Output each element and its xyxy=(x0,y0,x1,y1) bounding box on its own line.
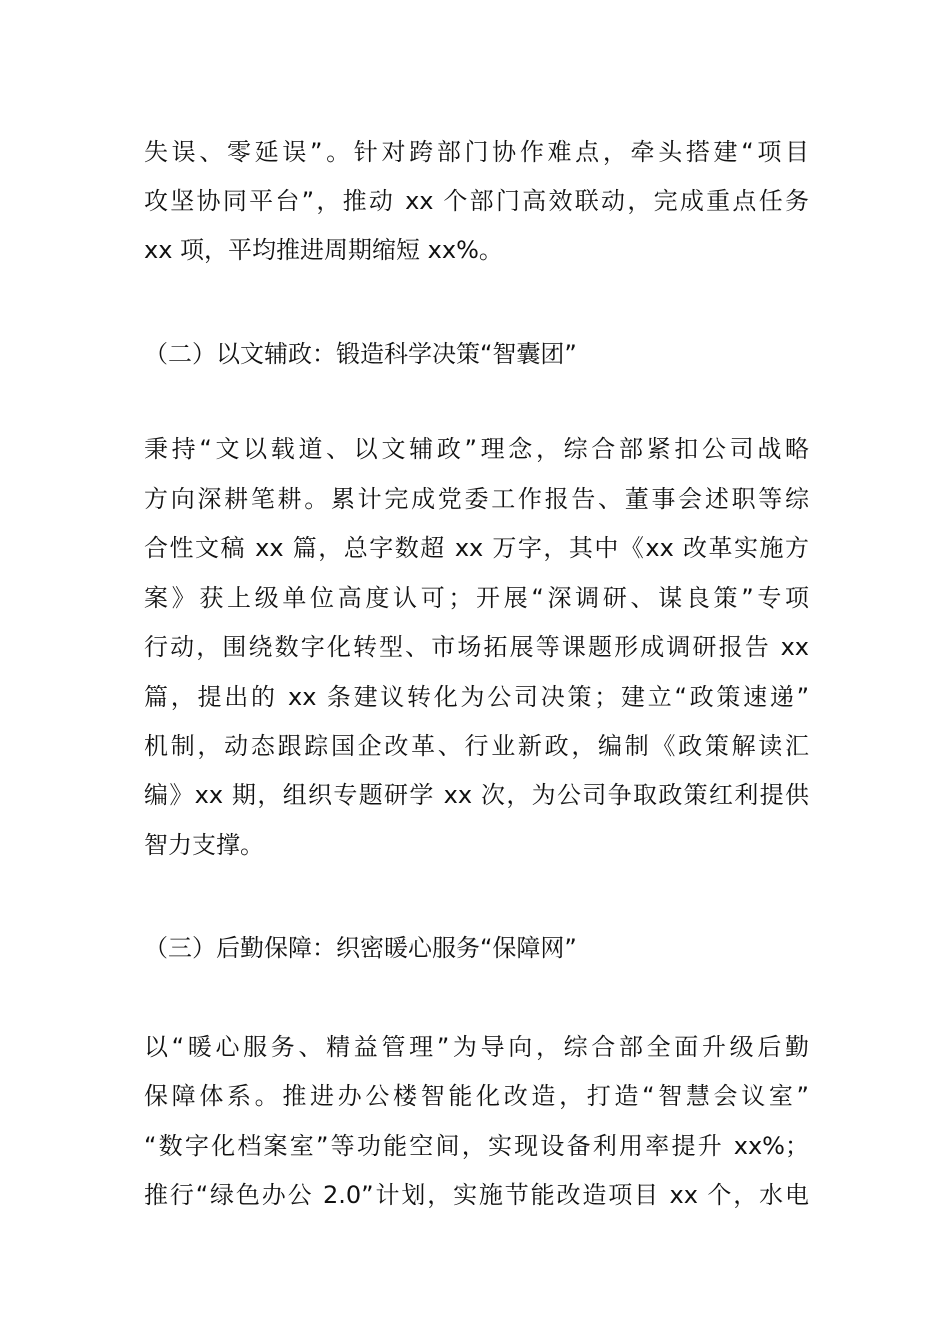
paragraph-line: 攻坚协同平台”，推动 xx 个部门高效联动，完成重点任务 xyxy=(144,187,809,215)
section-heading: （二）以文辅政：锻造科学决策“智囊团” xyxy=(144,340,577,368)
section-heading: （三）后勤保障：织密暖心服务“保障网” xyxy=(144,934,577,962)
paragraph-line: 失误、零延误”。针对跨部门协作难点，牵头搭建“项目 xyxy=(144,138,809,166)
paragraph-line: 以“暖心服务、精益管理”为导向，综合部全面升级后勤 xyxy=(144,1033,809,1061)
paragraph-line: 智力支撑。 xyxy=(144,831,264,859)
paragraph-line: 编》xx 期，组织专题研学 xx 次，为公司争取政策红利提供 xyxy=(144,781,809,809)
paragraph-line: 保障体系。推进办公楼智能化改造，打造“智慧会议室” xyxy=(144,1082,809,1110)
paragraph-line: 案》获上级单位高度认可；开展“深调研、谋良策”专项 xyxy=(144,584,809,612)
paragraph-line: xx 项，平均推进周期缩短 xx%。 xyxy=(144,236,503,264)
paragraph-line: 行动，围绕数字化转型、市场拓展等课题形成调研报告 xx xyxy=(144,633,809,661)
paragraph-line: 机制，动态跟踪国企改革、行业新政，编制《政策解读汇 xyxy=(144,732,809,760)
paragraph-line: 方向深耕笔耕。累计完成党委工作报告、董事会述职等综 xyxy=(144,485,809,513)
paragraph-line: 篇，提出的 xx 条建议转化为公司决策；建立“政策速递” xyxy=(144,683,809,711)
paragraph-line: 推行“绿色办公 2.0”计划，实施节能改造项目 xx 个，水电 xyxy=(144,1181,809,1209)
paragraph-line: “数字化档案室”等功能空间，实现设备利用率提升 xx%； xyxy=(144,1132,809,1160)
paragraph-line: 秉持“文以载道、以文辅政”理念，综合部紧扣公司战略 xyxy=(144,435,809,463)
paragraph-line: 合性文稿 xx 篇，总字数超 xx 万字，其中《xx 改革实施方 xyxy=(144,534,809,562)
